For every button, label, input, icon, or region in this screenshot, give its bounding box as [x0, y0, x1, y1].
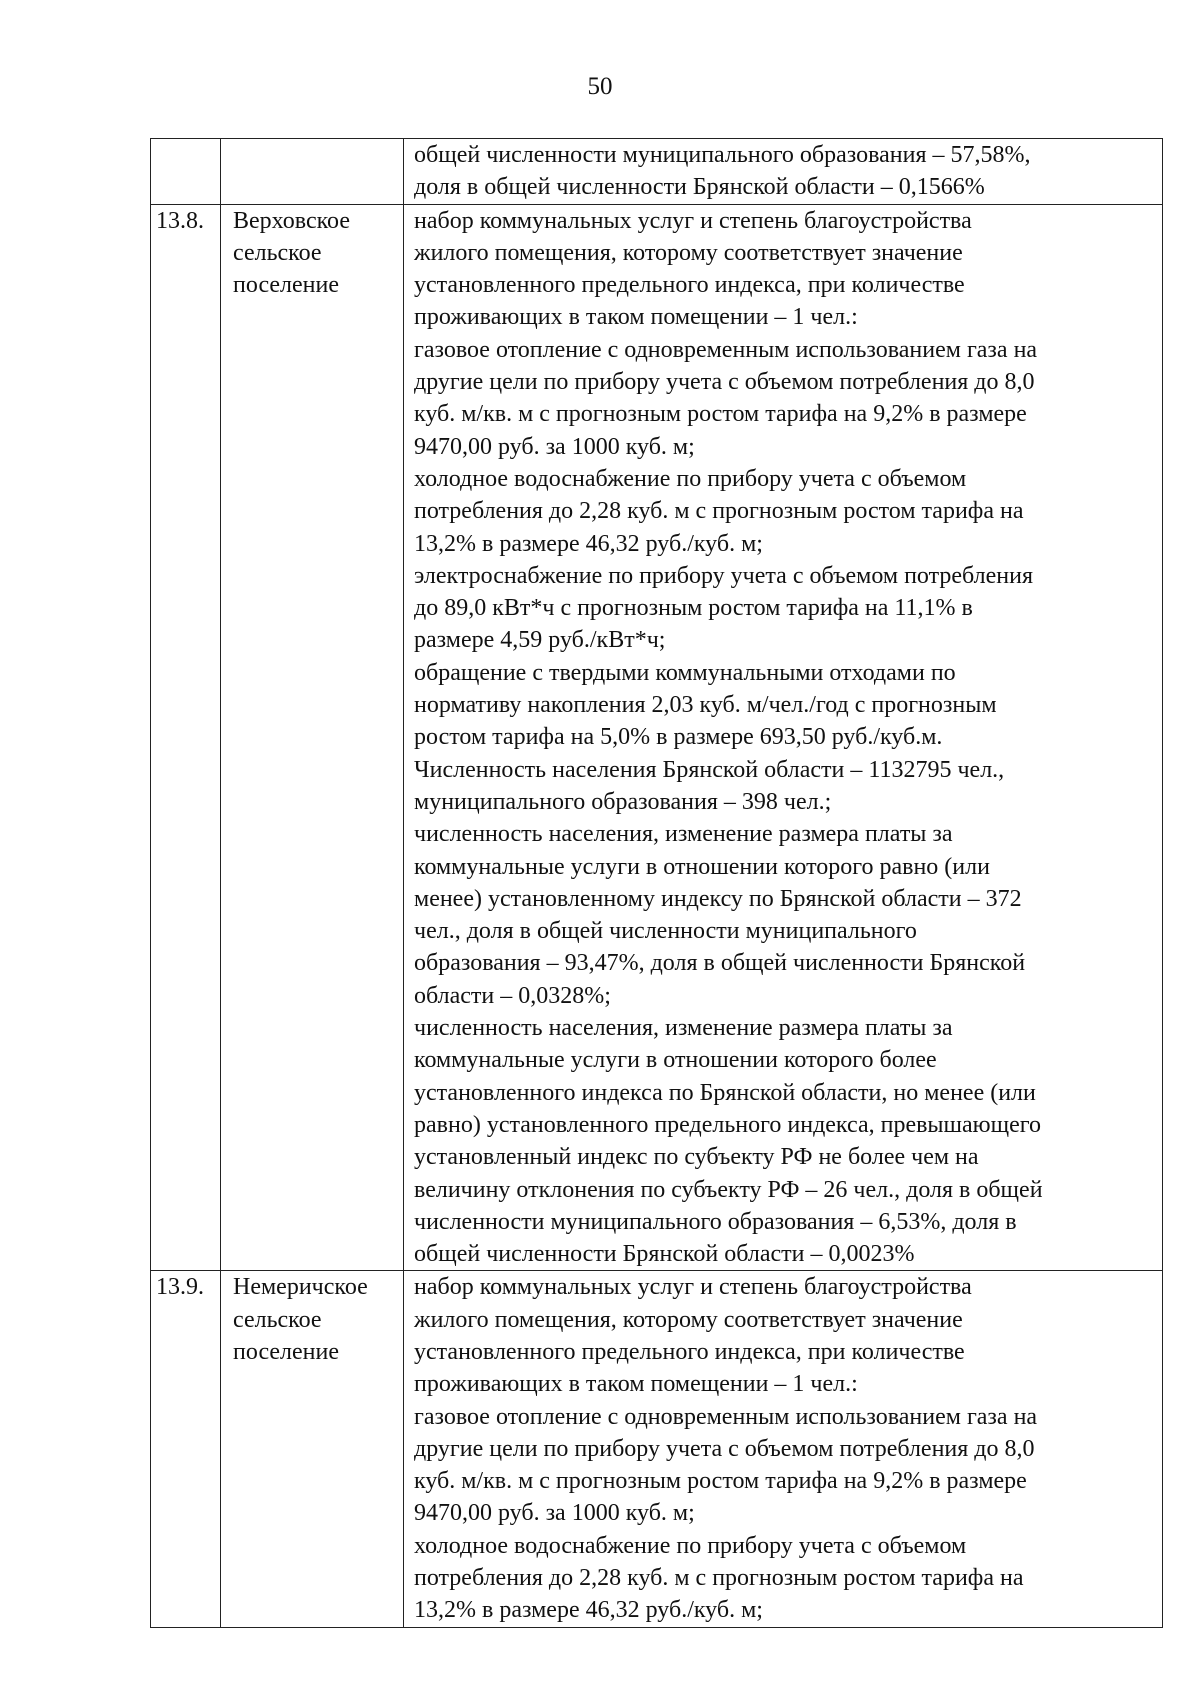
description-line: жилого помещения, которому соответствует значение	[414, 1306, 963, 1333]
description-line: доля в общей численности Брянской области – 0,1566%	[414, 174, 985, 201]
description-line: 13,2% в размере 46,32 руб./куб. м;	[414, 1597, 763, 1624]
tariff-table	[150, 138, 1163, 1628]
description-line: обращение с твердыми коммунальными отходами по	[414, 659, 956, 686]
description-line: ростом тарифа на 5,0% в размере 693,50 руб./куб.м.	[414, 724, 943, 751]
description-line: установленного предельного индекса, при количестве	[414, 272, 965, 299]
description-line: численность населения, изменение размера платы за	[414, 821, 953, 848]
description-line: газовое отопление с одновременным использованием газа на	[414, 336, 1038, 363]
description-line: проживающих в таком помещении – 1 чел.:	[414, 304, 858, 331]
description-line: 9470,00 руб. за 1000 куб. м;	[414, 433, 695, 460]
description-line: Численность населения Брянской области – 1132795 чел.,	[414, 756, 1005, 783]
description-line: установленный индекс по субъекту РФ не более чем на	[414, 1144, 979, 1171]
description-line: общей численности муниципального образования – 57,58%,	[414, 142, 1031, 168]
description-line: до 89,0 кВт*ч с прогнозным ростом тарифа на 11,1% в	[414, 595, 973, 622]
settlement-name-line: Немеричское	[233, 1274, 368, 1301]
page-number: 50	[587, 73, 613, 100]
description-line: менее) установленному индексу по Брянской области – 372	[414, 885, 1022, 912]
settlement-name-cell	[221, 139, 404, 205]
description-line: муниципального образования – 398 чел.;	[414, 788, 832, 815]
settlement-name-line: поселение	[233, 1338, 340, 1365]
description-line: потребления до 2,28 куб. м с прогнозным ростом тарифа на	[414, 498, 1024, 525]
table-row	[151, 1271, 1163, 1627]
description-line: общей численности Брянской области – 0,0023%	[414, 1241, 915, 1268]
description-line: куб. м/кв. м с прогнозным ростом тарифа на 9,2% в размере	[414, 1468, 1027, 1495]
description-line: численность населения, изменение размера платы за	[414, 1015, 953, 1042]
description-line: установленного индекса по Брянской области, но менее (или	[414, 1079, 1036, 1106]
description-line: другие цели по прибору учета с объемом потребления до 8,0	[414, 1435, 1035, 1462]
row-number-cell	[151, 139, 221, 205]
settlement-name-line: сельское	[233, 239, 322, 266]
description-line: жилого помещения, которому соответствует значение	[414, 239, 963, 266]
description-line: электроснабжение по прибору учета с объемом потребления	[414, 562, 1033, 589]
description-line: холодное водоснабжение по прибору учета с объемом	[414, 1532, 967, 1559]
settlement-name-line: Верховское	[233, 207, 350, 234]
description-line: коммунальные услуги в отношении которого равно (или	[414, 853, 990, 880]
description-line: 9470,00 руб. за 1000 куб. м;	[414, 1500, 695, 1527]
settlement-name-line: поселение	[233, 272, 340, 299]
description-line: равно) установленного предельного индекса, превышающего	[414, 1111, 1041, 1138]
description-line: 13,2% в размере 46,32 руб./куб. м;	[414, 530, 763, 557]
row-number: 13.8.	[156, 207, 204, 234]
description-cell	[404, 1271, 1163, 1627]
row-number-cell	[151, 204, 221, 1271]
description-line: набор коммунальных услуг и степень благоустройства	[414, 1274, 972, 1301]
description-line: области – 0,0328%;	[414, 982, 611, 1009]
description-line: коммунальные услуги в отношении которого более	[414, 1047, 937, 1074]
description-line: образования – 93,47%, доля в общей численности Брянской	[414, 950, 1026, 977]
description-line: холодное водоснабжение по прибору учета с объемом	[414, 465, 967, 492]
row-number: 13.9.	[156, 1274, 204, 1301]
description-line: набор коммунальных услуг и степень благоустройства	[414, 207, 972, 234]
description-line: потребления до 2,28 куб. м с прогнозным ростом тарифа на	[414, 1565, 1024, 1592]
description-line: проживающих в таком помещении – 1 чел.:	[414, 1371, 858, 1398]
table-row	[151, 204, 1163, 1271]
description-cell	[404, 139, 1163, 205]
description-line: другие цели по прибору учета с объемом потребления до 8,0	[414, 369, 1035, 396]
description-line: куб. м/кв. м с прогнозным ростом тарифа на 9,2% в размере	[414, 401, 1027, 428]
settlement-name-cell	[221, 1271, 404, 1627]
description-line: нормативу накопления 2,03 куб. м/чел./год с прогнозным	[414, 692, 997, 719]
description-line: чел., доля в общей численности муниципального	[414, 918, 917, 945]
settlement-name-line: сельское	[233, 1306, 322, 1333]
description-cell	[404, 204, 1163, 1271]
description-line: численности муниципального образования – 6,53%, доля в	[414, 1208, 1017, 1235]
description-line: размере 4,59 руб./кВт*ч;	[414, 627, 666, 654]
table-row	[151, 139, 1163, 205]
description-line: установленного предельного индекса, при количестве	[414, 1338, 965, 1365]
description-line: величину отклонения по субъекту РФ – 26 чел., доля в общей	[414, 1176, 1043, 1203]
row-number-cell	[151, 1271, 221, 1627]
settlement-name-cell	[221, 204, 404, 1271]
description-line: газовое отопление с одновременным использованием газа на	[414, 1403, 1038, 1430]
